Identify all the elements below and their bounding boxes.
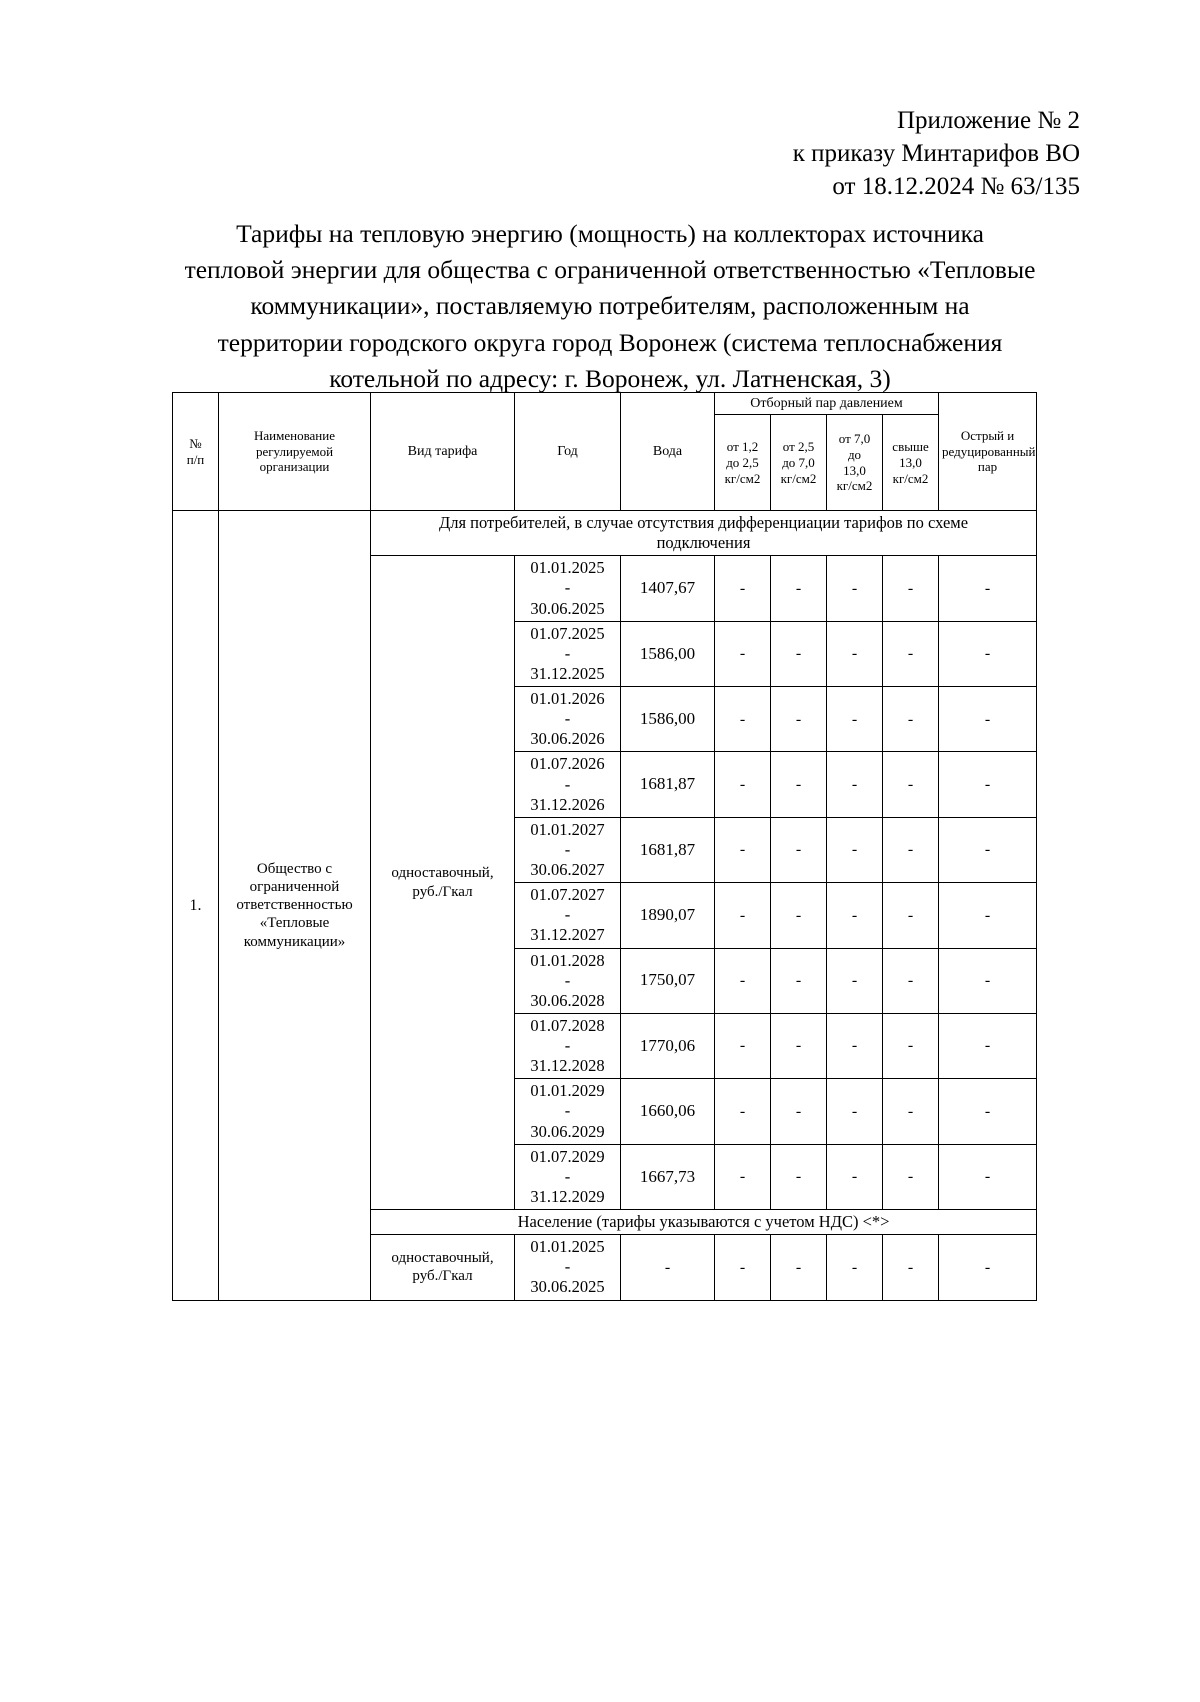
col-header-pressure-3-l2: до (847, 446, 862, 462)
cell-period (515, 556, 621, 621)
cell-period-from: 01.01.2026 (530, 689, 605, 709)
cell-sharp-steam: - (939, 1013, 1037, 1078)
cell-period-to: 31.12.2027 (530, 925, 605, 945)
cell-pressure-2: - (771, 556, 827, 621)
header-row-group (173, 393, 1037, 415)
cell-pressure-4: - (883, 556, 939, 621)
order-date-number: от 18.12.2024 № 63/135 (832, 173, 1080, 200)
table-head (173, 393, 1037, 511)
cell-pressure-3: - (827, 687, 883, 752)
cell-period-from: 01.07.2027 (530, 885, 605, 905)
cell-tariff-kind-l1: одноставочный, (391, 1250, 494, 1267)
cell-pressure-2: - (771, 687, 827, 752)
cell-tariff-kind-l1: одноставочный, (391, 865, 494, 882)
cell-tariff-kind-population (371, 1235, 515, 1300)
cell-period-dash: - (564, 709, 571, 729)
cell-period-dash: - (564, 1166, 571, 1186)
cell-pressure-1: - (715, 752, 771, 817)
cell-period (515, 687, 621, 752)
cell-pressure-2: - (771, 883, 827, 948)
cell-pressure-3: - (827, 1013, 883, 1078)
cell-pressure-2: - (771, 948, 827, 1013)
cell-pressure-3: - (827, 556, 883, 621)
title-line-2: тепловой энергии для общества с ограниченной ответственностью «Тепловые (184, 255, 1036, 285)
cell-period-to: 31.12.2029 (530, 1186, 605, 1206)
cell-sharp-steam: - (939, 1144, 1037, 1209)
col-header-organization-l3: организации (259, 459, 330, 475)
band-header-consumers (371, 511, 1037, 556)
cell-sharp-steam: - (939, 621, 1037, 686)
cell-pressure-4: - (883, 1235, 939, 1300)
cell-water: 1407,67 (621, 556, 715, 621)
cell-period-from: 01.01.2025 (530, 558, 605, 578)
col-header-number-l2: п/п (186, 451, 205, 467)
cell-period (515, 1079, 621, 1144)
cell-sharp-steam: - (939, 883, 1037, 948)
cell-period-to: 31.12.2025 (530, 663, 605, 683)
cell-period (515, 817, 621, 882)
cell-period-dash: - (564, 774, 571, 794)
cell-period (515, 948, 621, 1013)
cell-sharp-steam: - (939, 687, 1037, 752)
cell-sharp-steam: - (939, 817, 1037, 882)
cell-sharp-steam: - (939, 752, 1037, 817)
cell-water: 1586,00 (621, 687, 715, 752)
cell-period-to: 31.12.2028 (530, 1056, 605, 1076)
col-header-pressure-2-l3: кг/см2 (780, 470, 817, 486)
col-header-tariff-kind: Вид тарифа (371, 393, 515, 511)
cell-period-to: 30.06.2025 (530, 598, 605, 618)
col-header-sharp-steam-l1: Острый и (960, 427, 1015, 443)
col-header-pressure-3-l3: 13,0 (843, 462, 866, 478)
cell-period-from: 01.01.2025 (530, 1237, 605, 1257)
cell-pressure-4: - (883, 1013, 939, 1078)
cell-sharp-steam: - (939, 1235, 1037, 1300)
cell-pressure-4: - (883, 948, 939, 1013)
cell-tariff-kind-l2: руб./Гкал (412, 1268, 473, 1285)
cell-pressure-1: - (715, 1013, 771, 1078)
col-header-pressure-2-l2: до 7,0 (782, 454, 815, 470)
cell-period-from: 01.07.2028 (530, 1015, 605, 1035)
cell-pressure-2: - (771, 817, 827, 882)
cell-pressure-1: - (715, 1079, 771, 1144)
col-header-organization (219, 393, 371, 511)
col-header-organization-l1: Наименование (254, 427, 335, 443)
cell-tariff-kind-consumers (371, 556, 515, 1210)
cell-pressure-1: - (715, 687, 771, 752)
cell-pressure-3: - (827, 948, 883, 1013)
cell-tariff-kind-l2: руб./Гкал (412, 883, 473, 900)
cell-pressure-4: - (883, 817, 939, 882)
cell-period-dash: - (564, 643, 571, 663)
cell-water: 1586,00 (621, 621, 715, 686)
cell-period (515, 1013, 621, 1078)
cell-period-from: 01.01.2029 (530, 1081, 605, 1101)
cell-period-to: 30.06.2025 (530, 1277, 605, 1297)
order-authority: к приказу Минтарифов ВО (792, 140, 1080, 167)
cell-organization-l5: коммуникации» (243, 933, 346, 950)
cell-sharp-steam: - (939, 1079, 1037, 1144)
cell-period-to: 30.06.2027 (530, 860, 605, 880)
cell-pressure-3: - (827, 817, 883, 882)
title-line-3: коммуникации», поставляемую потребителям, расположенным на (250, 291, 970, 321)
cell-period (515, 621, 621, 686)
col-header-pressure-4-l3: кг/см2 (892, 470, 929, 486)
cell-pressure-1: - (715, 817, 771, 882)
cell-period-dash: - (564, 839, 571, 859)
cell-organization-l1: Общество с (256, 860, 333, 877)
col-header-sharp-steam-l3: пар (977, 459, 998, 475)
cell-period-from: 01.07.2029 (530, 1146, 605, 1166)
page-title (150, 216, 1070, 397)
cell-water: 1681,87 (621, 752, 715, 817)
cell-period-to: 30.06.2028 (530, 990, 605, 1010)
cell-pressure-3: - (827, 1144, 883, 1209)
col-header-pressure-1 (715, 415, 771, 511)
title-line-1: Тарифы на тепловую энергию (мощность) на коллекторах источника (236, 219, 984, 248)
cell-period-dash: - (564, 905, 571, 925)
cell-period-from: 01.07.2026 (530, 754, 605, 774)
col-header-pressure-3-l1: от 7,0 (838, 430, 871, 446)
col-header-pressure-3-l4: кг/см2 (836, 478, 873, 494)
cell-pressure-2: - (771, 621, 827, 686)
cell-period-from: 01.07.2025 (530, 623, 605, 643)
col-header-pressure-4-l1: свыше (892, 438, 929, 454)
cell-pressure-4: - (883, 687, 939, 752)
cell-water: - (621, 1235, 715, 1300)
col-header-pressure-2 (771, 415, 827, 511)
tariff-table (172, 392, 1037, 1301)
cell-pressure-2: - (771, 1079, 827, 1144)
cell-organization-l2: ограниченной (249, 878, 340, 895)
col-header-pressure-4-l2: 13,0 (899, 454, 922, 470)
col-header-sharp-steam-l2: редуцированный (942, 443, 1036, 459)
cell-water: 1750,07 (621, 948, 715, 1013)
cell-pressure-2: - (771, 1013, 827, 1078)
cell-pressure-1: - (715, 1235, 771, 1300)
cell-period-dash: - (564, 970, 571, 990)
col-header-pressure-1-l1: от 1,2 (726, 438, 759, 454)
cell-pressure-1: - (715, 621, 771, 686)
col-header-pressure-2-l1: от 2,5 (782, 438, 815, 454)
title-line-4: территории городского округа город Воронеж (система теплоснабжения (217, 327, 1003, 357)
cell-period-to: 31.12.2026 (530, 794, 605, 814)
cell-period-dash: - (564, 578, 571, 598)
col-header-year: Год (515, 393, 621, 511)
cell-period (515, 752, 621, 817)
cell-pressure-4: - (883, 1144, 939, 1209)
cell-organization-l4: «Тепловые (259, 915, 330, 932)
cell-water: 1890,07 (621, 883, 715, 948)
band-header-population: Население (тарифы указываются с учетом НДС) <*> (371, 1210, 1037, 1235)
cell-sharp-steam: - (939, 556, 1037, 621)
cell-water: 1681,87 (621, 817, 715, 882)
cell-pressure-4: - (883, 752, 939, 817)
document-header (793, 104, 1080, 203)
cell-water: 1770,06 (621, 1013, 715, 1078)
col-header-steam-group: Отборный пар давлением (715, 393, 939, 415)
cell-period-dash: - (564, 1257, 571, 1277)
cell-period-to: 30.06.2026 (530, 729, 605, 749)
cell-period-dash: - (564, 1036, 571, 1056)
cell-pressure-4: - (883, 621, 939, 686)
table-body (173, 511, 1037, 1301)
col-header-pressure-4 (883, 415, 939, 511)
cell-period (515, 883, 621, 948)
cell-period-from: 01.01.2027 (530, 819, 605, 839)
band-header-consumers-l2: подключения (656, 533, 751, 553)
col-header-organization-l2: регулируемой (255, 443, 334, 459)
appendix-number: Приложение № 2 (896, 107, 1080, 134)
cell-organization-l3: ответственностью (236, 897, 353, 914)
cell-sharp-steam: - (939, 948, 1037, 1013)
cell-period-dash: - (564, 1101, 571, 1121)
col-header-sharp-steam (939, 393, 1037, 511)
cell-pressure-2: - (771, 752, 827, 817)
cell-pressure-3: - (827, 621, 883, 686)
cell-water: 1667,73 (621, 1144, 715, 1209)
cell-water: 1660,06 (621, 1079, 715, 1144)
tariff-table-wrapper (172, 392, 1036, 1301)
cell-pressure-1: - (715, 948, 771, 1013)
cell-pressure-3: - (827, 1235, 883, 1300)
title-line-5: котельной по адресу: г. Воронеж, ул. Латненская, 3) (329, 363, 891, 393)
cell-period-from: 01.01.2028 (530, 950, 605, 970)
cell-pressure-3: - (827, 1079, 883, 1144)
cell-pressure-1: - (715, 556, 771, 621)
cell-pressure-2: - (771, 1144, 827, 1209)
cell-row-number: 1. (173, 511, 219, 1301)
table-row (173, 511, 1037, 556)
col-header-pressure-3 (827, 415, 883, 511)
cell-pressure-2: - (771, 1235, 827, 1300)
cell-pressure-4: - (883, 1079, 939, 1144)
col-header-pressure-1-l3: кг/см2 (724, 470, 761, 486)
cell-pressure-1: - (715, 883, 771, 948)
band-header-consumers-l1: Для потребителей, в случае отсутствия дифференциации тарифов по схеме (438, 513, 969, 533)
cell-period (515, 1144, 621, 1209)
cell-pressure-3: - (827, 883, 883, 948)
cell-pressure-4: - (883, 883, 939, 948)
cell-period (515, 1235, 621, 1300)
col-header-number (173, 393, 219, 511)
col-header-water: Вода (621, 393, 715, 511)
cell-pressure-3: - (827, 752, 883, 817)
col-header-pressure-1-l2: до 2,5 (726, 454, 759, 470)
col-header-number-l1: № (189, 435, 202, 451)
cell-period-to: 30.06.2029 (530, 1121, 605, 1141)
cell-organization (219, 511, 371, 1301)
cell-pressure-1: - (715, 1144, 771, 1209)
